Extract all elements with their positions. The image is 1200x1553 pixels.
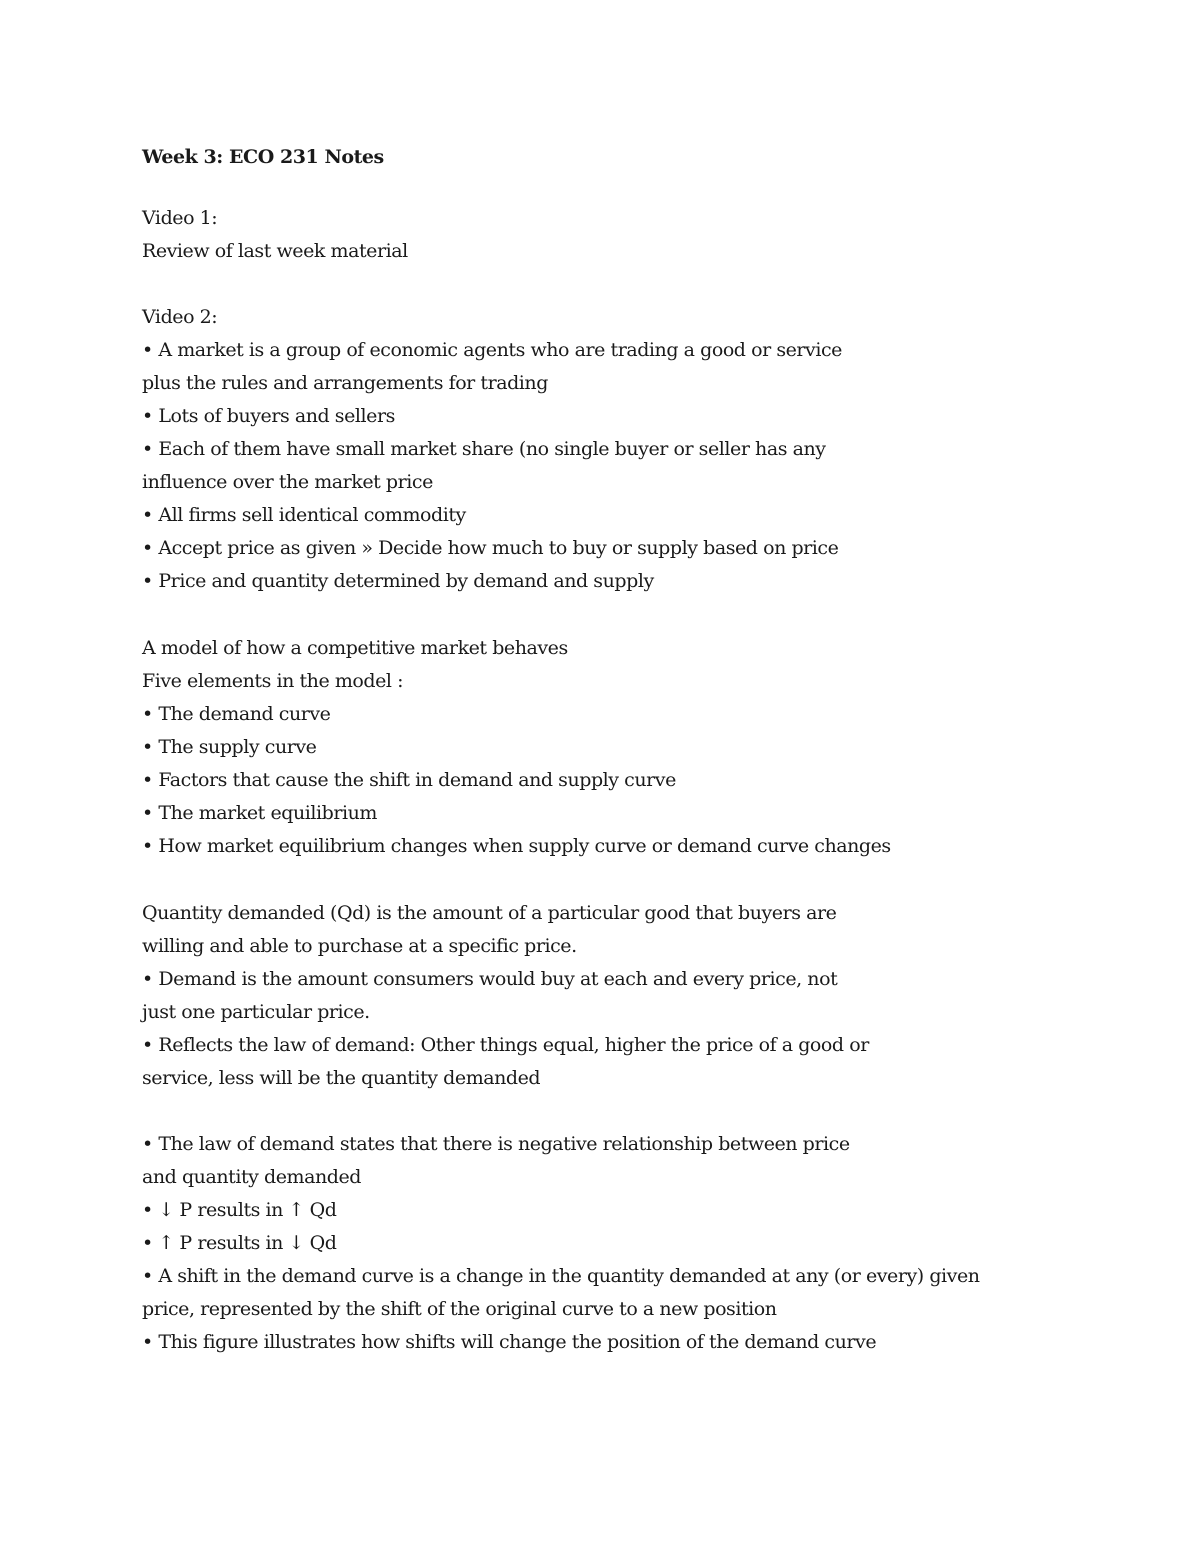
text-line: just one particular price. [142, 1001, 370, 1023]
text-line: and quantity demanded [142, 1166, 361, 1188]
text-line: • The demand curve [142, 703, 331, 725]
text-line: • Factors that cause the shift in demand and supply curve [142, 769, 676, 791]
text-line: • How market equilibrium changes when supply curve or demand curve changes [142, 835, 891, 857]
text-line: • Demand is the amount consumers would buy at each and every price, not [142, 968, 838, 990]
text-line: plus the rules and arrangements for trading [142, 372, 548, 394]
text-line: • A shift in the demand curve is a change in the quantity demanded at any (or every) given [142, 1265, 980, 1287]
text-line: influence over the market price [142, 471, 433, 493]
text-line: Video 2: [142, 306, 218, 328]
text-line: • Reflects the law of demand: Other things equal, higher the price of a good or [142, 1034, 869, 1056]
text-line: service, less will be the quantity demanded [142, 1067, 541, 1089]
text-line: • This figure illustrates how shifts will change the position of the demand curve [142, 1331, 877, 1353]
text-line: • The law of demand states that there is negative relationship between price [142, 1133, 850, 1155]
text-line: Review of last week material [142, 240, 408, 262]
text-line: • The supply curve [142, 736, 317, 758]
text-line: • Lots of buyers and sellers [142, 405, 395, 427]
text-line: • Accept price as given » Decide how much to buy or supply based on price [142, 537, 839, 559]
text-line: • ↓ P results in ↑ Qd [142, 1199, 337, 1221]
text-line: price, represented by the shift of the original curve to a new position [142, 1298, 777, 1320]
text-line: • A market is a group of economic agents who are trading a good or service [142, 339, 842, 361]
text-line: Video 1: [142, 207, 218, 229]
text-line: • The market equilibrium [142, 802, 377, 824]
text-line: • All firms sell identical commodity [142, 504, 466, 526]
text-line: Quantity demanded (Qd) is the amount of a particular good that buyers are [142, 902, 837, 924]
text-line: • ↑ P results in ↓ Qd [142, 1232, 337, 1254]
text-line: A model of how a competitive market behaves [142, 637, 568, 659]
text-line: • Price and quantity determined by demand and supply [142, 570, 654, 592]
text-line: willing and able to purchase at a specific price. [142, 935, 577, 957]
document-title: Week 3: ECO 231 Notes [142, 146, 384, 168]
text-line: • Each of them have small market share (no single buyer or seller has any [142, 438, 826, 460]
text-line: Five elements in the model : [142, 670, 404, 692]
